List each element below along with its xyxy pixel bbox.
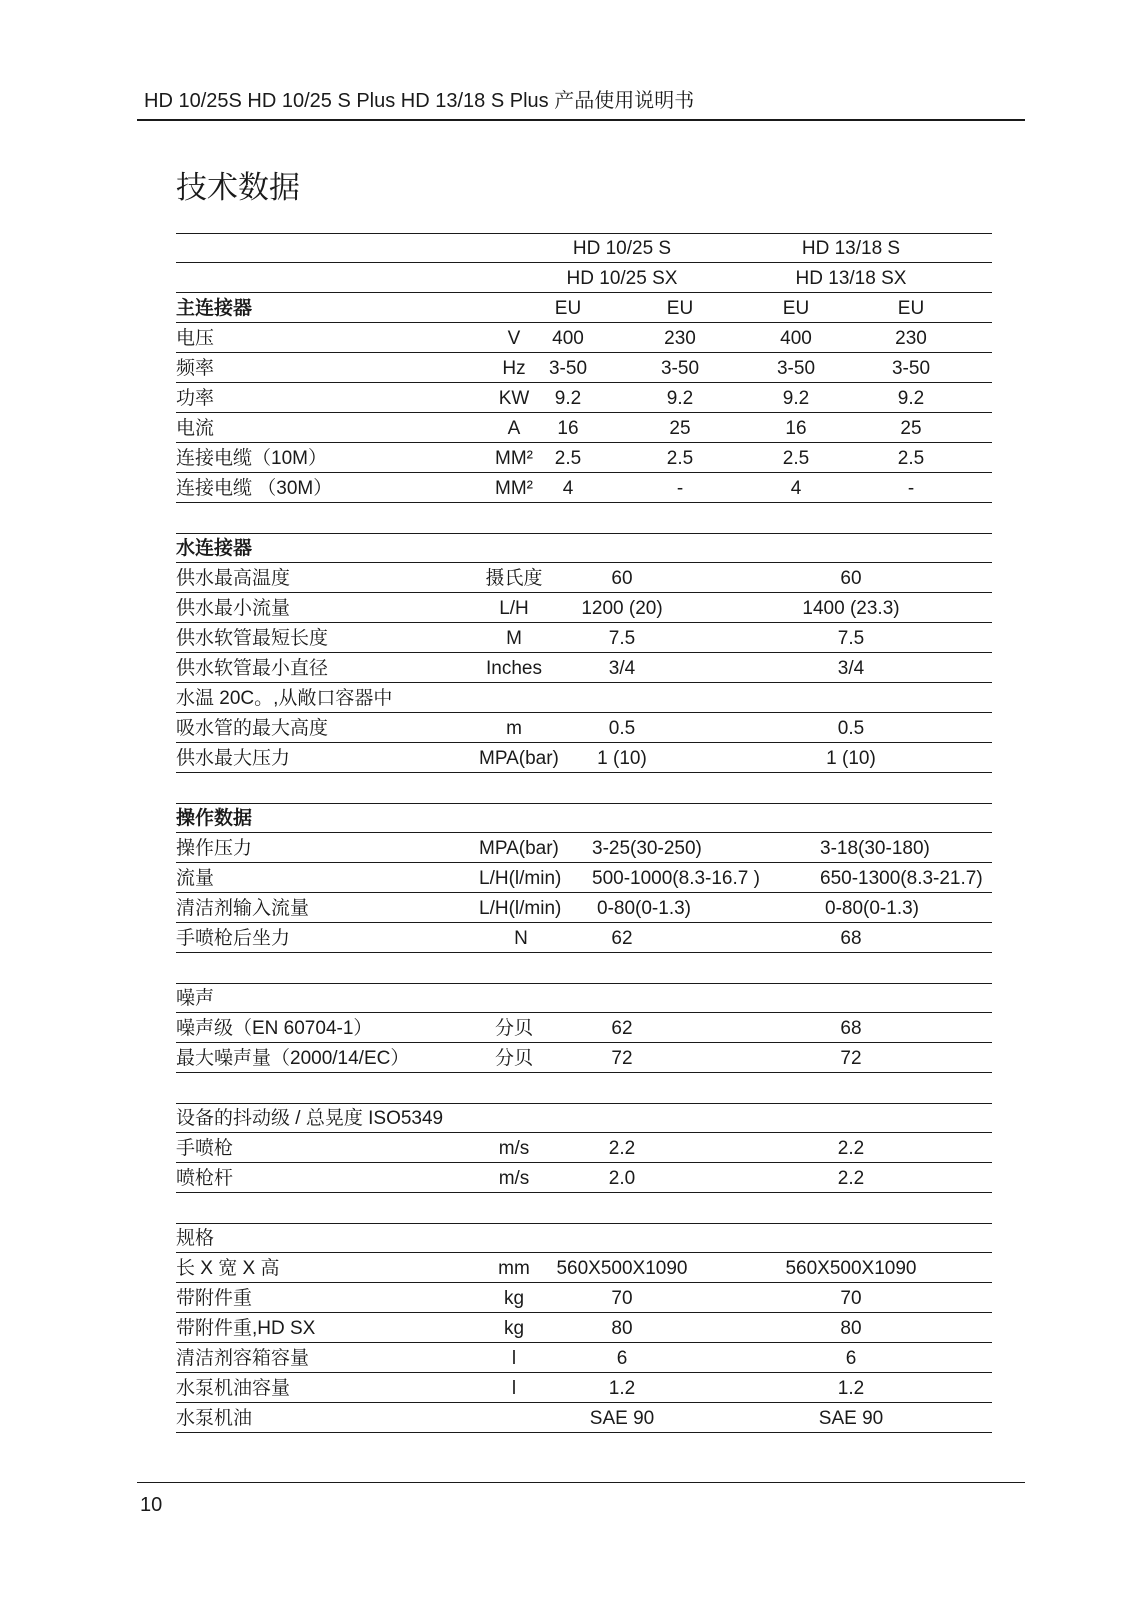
cell-value: 72 xyxy=(611,1048,633,1069)
row-unit: MM² xyxy=(495,478,533,499)
row-label: 供水最大压力 xyxy=(176,748,291,769)
cell-value: 9.2 xyxy=(782,388,810,409)
page-title: 技术数据 xyxy=(176,170,300,206)
cell-value: 3/4 xyxy=(837,658,865,679)
region-label: EU xyxy=(782,298,810,319)
cell-value: 1.2 xyxy=(837,1378,865,1399)
cell-value: 3-50 xyxy=(548,358,588,379)
cell-value: 70 xyxy=(840,1288,862,1309)
row-label: 供水最高温度 xyxy=(176,568,291,589)
cell-value: 2.5 xyxy=(897,448,925,469)
table-row xyxy=(176,1163,992,1193)
row-unit: 分贝 xyxy=(494,1048,533,1069)
main-connector-title-row xyxy=(176,293,992,323)
row-label: 连接电缆 （30M） xyxy=(176,478,333,499)
cell-value: - xyxy=(676,478,684,499)
section-title: 设备的抖动级 / 总晃度 ISO5349 xyxy=(176,1108,444,1129)
section-title: 水连接器 xyxy=(176,538,253,559)
section-title: 主连接器 xyxy=(176,298,253,319)
cell-value: 1200 (20) xyxy=(581,598,663,619)
cell-value: 2.5 xyxy=(666,448,694,469)
cell-value: 6 xyxy=(616,1348,628,1369)
cell-value: 560X500X1090 xyxy=(556,1258,688,1279)
cell-value: 2.2 xyxy=(837,1168,865,1189)
cell-value: 400 xyxy=(780,328,812,349)
table-row xyxy=(176,743,992,773)
row-label: 长 X 宽 X 高 xyxy=(176,1258,280,1279)
table-row xyxy=(176,443,992,473)
cell-value: 25 xyxy=(669,418,691,439)
table-row xyxy=(176,1013,992,1043)
row-unit: mm xyxy=(498,1258,530,1279)
table-row xyxy=(176,593,992,623)
cell-value: 0-80(0-1.3) xyxy=(825,898,919,919)
cell-value: 2.0 xyxy=(608,1168,636,1189)
row-unit: 摄氏度 xyxy=(485,568,543,589)
row-label: 流量 xyxy=(176,868,215,889)
table-row xyxy=(176,683,992,713)
cell-value: SAE 90 xyxy=(589,1408,655,1429)
cell-value: 72 xyxy=(840,1048,862,1069)
row-label: 带附件重,HD SX xyxy=(176,1318,316,1339)
cell-value: 0-80(0-1.3) xyxy=(597,898,691,919)
row-unit: kg xyxy=(503,1318,525,1339)
table-row xyxy=(176,623,992,653)
cell-value: 3/4 xyxy=(608,658,636,679)
cell-value: 1400 (23.3) xyxy=(802,598,900,619)
model-header-row-1 xyxy=(176,233,992,263)
row-label: 手喷枪 xyxy=(176,1138,234,1159)
row-label: 吸水管的最大高度 xyxy=(176,718,329,739)
cell-value: 25 xyxy=(900,418,922,439)
cell-value: 9.2 xyxy=(554,388,582,409)
cell-value: 2.5 xyxy=(782,448,810,469)
row-unit: M xyxy=(506,628,522,649)
row-label: 电流 xyxy=(176,418,215,439)
row-label: 连接电缆（10M） xyxy=(176,448,327,469)
water-connector-title-row xyxy=(176,533,992,563)
table-row xyxy=(176,473,992,503)
cell-value: 0.5 xyxy=(608,718,636,739)
cell-value: 2.5 xyxy=(554,448,582,469)
row-unit: m xyxy=(506,718,522,739)
section-title: 噪声 xyxy=(176,988,215,1009)
row-unit: L/H(l/min) xyxy=(479,868,562,889)
table-row xyxy=(176,1133,992,1163)
row-unit: L/H(l/min) xyxy=(479,898,562,919)
row-unit: A xyxy=(507,418,521,439)
cell-value: 68 xyxy=(840,928,862,949)
row-unit: V xyxy=(507,328,521,349)
model-b-line2: HD 13/18 SX xyxy=(795,268,907,289)
cell-value: 3-18(30-180) xyxy=(820,838,930,859)
row-label: 水泵机油容量 xyxy=(176,1378,291,1399)
cell-value: 0.5 xyxy=(837,718,865,739)
row-label: 水温 20C。,从敞口容器中 xyxy=(176,688,393,709)
cell-value: 62 xyxy=(611,1018,633,1039)
row-label: 水泵机油 xyxy=(176,1408,253,1429)
model-b-line1: HD 13/18 S xyxy=(801,238,901,259)
cell-value: 80 xyxy=(611,1318,633,1339)
specs-title-row xyxy=(176,1223,992,1253)
row-label: 噪声级（EN 60704-1） xyxy=(176,1018,373,1039)
footer-rule xyxy=(137,1482,1025,1483)
cell-value: 2.2 xyxy=(608,1138,636,1159)
row-label: 操作压力 xyxy=(176,838,253,859)
model-a-line2: HD 10/25 SX xyxy=(566,268,678,289)
cell-value: 1.2 xyxy=(608,1378,636,1399)
table-row xyxy=(176,713,992,743)
row-label: 最大噪声量（2000/14/EC） xyxy=(176,1048,410,1069)
page-number: 10 xyxy=(140,1494,163,1516)
cell-value: 80 xyxy=(840,1318,862,1339)
row-unit: MPA(bar) xyxy=(479,838,559,859)
cell-value: 230 xyxy=(664,328,696,349)
row-label: 频率 xyxy=(176,358,215,379)
row-unit: MPA(bar) xyxy=(479,748,559,769)
cell-value: 1 (10) xyxy=(826,748,876,769)
row-unit: N xyxy=(514,928,528,949)
table-row xyxy=(176,1043,992,1073)
cell-value: 9.2 xyxy=(897,388,925,409)
row-unit: l xyxy=(511,1348,517,1369)
cell-value: 16 xyxy=(557,418,579,439)
row-label: 供水最小流量 xyxy=(176,598,291,619)
table-row xyxy=(176,563,992,593)
table-row xyxy=(176,413,992,443)
table-row xyxy=(176,323,992,353)
table-row xyxy=(176,1313,992,1343)
cell-value: 500-1000(8.3-16.7 ) xyxy=(592,868,760,889)
row-label: 清洁剂容箱容量 xyxy=(176,1348,310,1369)
section-title: 规格 xyxy=(176,1228,215,1249)
cell-value: 1 (10) xyxy=(597,748,647,769)
table-row xyxy=(176,653,992,683)
cell-value: 68 xyxy=(840,1018,862,1039)
model-header-row-2 xyxy=(176,263,992,293)
row-unit: MM² xyxy=(495,448,533,469)
row-unit: Hz xyxy=(502,358,526,379)
cell-value: 3-50 xyxy=(891,358,931,379)
cell-value: 7.5 xyxy=(837,628,865,649)
cell-value: 4 xyxy=(562,478,574,499)
row-label: 电压 xyxy=(176,328,215,349)
row-label: 功率 xyxy=(176,388,215,409)
row-unit: kg xyxy=(503,1288,525,1309)
cell-value: 70 xyxy=(611,1288,633,1309)
table-row xyxy=(176,1253,992,1283)
table-row xyxy=(176,1403,992,1433)
table-row xyxy=(176,1343,992,1373)
table-row xyxy=(176,863,992,893)
row-unit: l xyxy=(511,1378,517,1399)
cell-value: 6 xyxy=(845,1348,857,1369)
cell-value: 7.5 xyxy=(608,628,636,649)
table-row xyxy=(176,383,992,413)
cell-value: 230 xyxy=(895,328,927,349)
cell-value: 650-1300(8.3-21.7) xyxy=(820,868,983,889)
row-label: 手喷枪后坐力 xyxy=(176,928,291,949)
region-label: EU xyxy=(666,298,694,319)
row-unit: m/s xyxy=(498,1138,530,1159)
table-row xyxy=(176,1283,992,1313)
cell-value: 60 xyxy=(840,568,862,589)
row-unit: Inches xyxy=(486,658,542,679)
model-a-line1: HD 10/25 S xyxy=(572,238,672,259)
row-label: 供水软管最短长度 xyxy=(176,628,329,649)
vibration-title-row xyxy=(176,1103,992,1133)
cell-value: 62 xyxy=(611,928,633,949)
row-unit: 分贝 xyxy=(494,1018,533,1039)
cell-value: 4 xyxy=(790,478,802,499)
noise-title-row xyxy=(176,983,992,1013)
row-label: 供水软管最小直径 xyxy=(176,658,329,679)
row-label: 喷枪杆 xyxy=(176,1168,234,1189)
cell-value: 3-50 xyxy=(660,358,700,379)
cell-value: 60 xyxy=(611,568,633,589)
table-row xyxy=(176,1373,992,1403)
header-title: HD 10/25S HD 10/25 S Plus HD 13/18 S Plus 产品使用说明书 xyxy=(144,90,695,112)
row-unit: m/s xyxy=(498,1168,530,1189)
region-label: EU xyxy=(554,298,582,319)
cell-value: - xyxy=(907,478,915,499)
row-unit: L/H xyxy=(499,598,529,619)
operating-data-title-row xyxy=(176,803,992,833)
header-rule xyxy=(137,119,1025,121)
table-row xyxy=(176,833,992,863)
cell-value: 3-25(30-250) xyxy=(592,838,702,859)
row-label: 清洁剂输入流量 xyxy=(176,898,310,919)
cell-value: 400 xyxy=(552,328,584,349)
row-label: 带附件重 xyxy=(176,1288,253,1309)
cell-value: 3-50 xyxy=(776,358,816,379)
table-row xyxy=(176,893,992,923)
cell-value: 9.2 xyxy=(666,388,694,409)
table-row xyxy=(176,353,992,383)
section-title: 操作数据 xyxy=(176,808,253,829)
cell-value: SAE 90 xyxy=(818,1408,884,1429)
table-row xyxy=(176,923,992,953)
cell-value: 16 xyxy=(785,418,807,439)
row-unit: KW xyxy=(498,388,530,409)
region-label: EU xyxy=(897,298,925,319)
cell-value: 560X500X1090 xyxy=(785,1258,917,1279)
cell-value: 2.2 xyxy=(837,1138,865,1159)
